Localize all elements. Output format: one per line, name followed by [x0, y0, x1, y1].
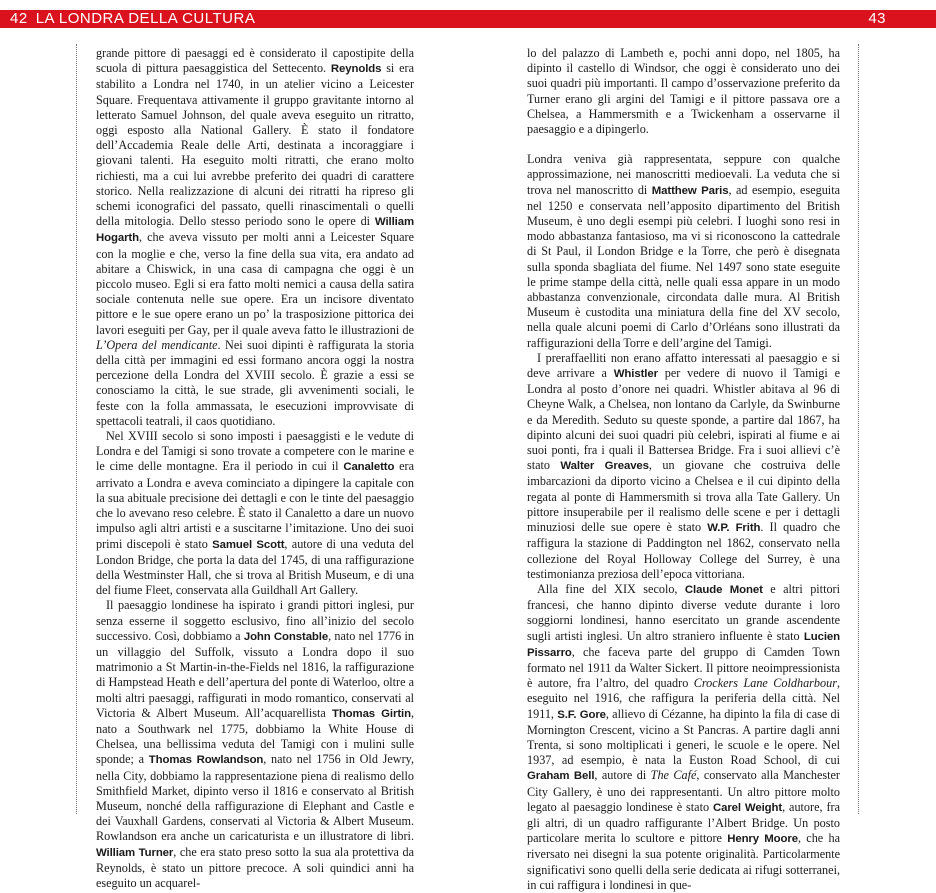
- text-run: si era stabilito a Londra nel 1740, in un atelier vicino a Leicester Square. Frequentava attivamente il gruppo gravitante intorno al letterato Samuel Johnson, del quale aveva eseguito un ritratto, oggi esposto alla National Gallery. È stato il fondatore dell’Accademia Reale delle Arti, destinata a incoraggiare i giovani talenti. Ha eseguito molti ritratti, che erano molto richiesti, ma a cui lui avrebbe preferito dei quadri di carattere storico. Nella realizzazione di alcuni dei ritratti ha ripreso gli schemi iconografici del passato, quelli rinascimentali o quelli della mitologia. Dello stesso periodo sono le opere di: [96, 61, 414, 229]
- paragraph: [527, 351, 840, 582]
- artist-name: Lucien Pissarro: [527, 630, 840, 659]
- artist-name: Reynolds: [330, 63, 382, 76]
- work-title: The Café: [650, 768, 697, 783]
- paragraph: [527, 46, 840, 137]
- text-run: , nato nel 1756 in Old Jewry, nella City, dobbiamo la rappresentazione piena di realismo dello Smithfield Market, dipinto verso il 1816 e conservato al British Museum, nonché della raffigurazione di Elephant and Castle e dei Vauxhall Gardens, conservati al Victoria & Albert Museum. Rowlandson era anche un caricaturista e un illustratore di libri.: [96, 752, 414, 844]
- text-run: , eseguito nel 1916, che raffigura la periferia della città. Nel 1911,: [527, 676, 840, 721]
- artist-name: William Hogarth: [96, 216, 414, 245]
- artist-name: S.F. Gore: [557, 708, 606, 721]
- text-run: Nel XVIII secolo si sono imposti i paesaggisti e le vedute di Londra e del Tamigi si sono trovate a competere con le marine e le cime delle montagne. Era il periodo in cui il: [96, 429, 414, 474]
- text-run: , autore di: [594, 768, 651, 783]
- text-run: , un giovane che costruiva delle imbarcazioni da diporto vicino a Chelsea e il cui dipinto della regata al ponte di Hammersmith si trova alla Tate Gallery. Un pittore insuperabile per il realismo delle scene e per i dettagli minuziosi delle sue opere è stato: [527, 458, 840, 535]
- text-run: , nato nel 1776 in un villaggio del Suffolk, vissuto a Londra dopo il suo matrimonio a St Martin-in-the-Fields nel 1816, la raffigurazione di Hampstead Heath e dell’apertura del ponte di Waterloo, oltre a molti altri paesaggi, raffigurati in modo romantico, conservati al Victoria & Albert Museum. All’acquarellista: [96, 628, 414, 720]
- text-run: , allievo di Cézanne, ha dipinto la fila di case di Mornington Crescent, vicino a St Pancras. A partire dagli anni Trenta, si sono moltiplicati i generi, le scuole e le opere. Nel 1937, ad esempio, è nata la Euston Road School, di cui: [527, 706, 840, 768]
- text-run: grande pittore di paesaggi ed è considerato il capostipite della scuola di pittura paesaggistica del Settecento.: [96, 46, 414, 76]
- left-page-column: [96, 46, 414, 891]
- paragraph: [96, 46, 414, 429]
- right-margin-rule: [858, 44, 859, 814]
- paragraph: [96, 598, 414, 891]
- artist-name: W.P. Frith: [707, 522, 761, 535]
- text-run: , autore, fra gli altri, di un quadro raffigurante l’Albert Bridge. Un posto particolare merita lo scultore e pittore: [527, 799, 840, 846]
- left-margin-rule: [76, 44, 77, 814]
- text-run: , che faceva parte del gruppo di Camden Town formato nel 1911 da Walter Sickert. Il pittore neoimpressionista è autore, fra l’altro, del quadro: [527, 644, 840, 691]
- artist-name: Thomas Rowlandson: [148, 754, 264, 767]
- artist-name: Matthew Paris: [651, 184, 729, 197]
- text-run: . Il quadro che raffigura la stazione di Paddington nel 1862, conservato nella collezione del Royal Holloway College del Surrey, è una testimonianza preziosa dell’epoca vittoriana.: [527, 520, 841, 581]
- artist-name: Samuel Scott: [212, 538, 285, 551]
- running-title: LA LONDRA DELLA CULTURA: [35, 10, 256, 27]
- text-run: , nato a Southwark nel 1775, dobbiamo la White House di Chelsea, una bellissima veduta del Tamigi con i mulini sulle sponde; a: [96, 705, 414, 767]
- text-run: , che aveva vissuto per molti anni a Leicester Square con la moglie e che, verso la fine della sua vita, era andato ad abitare a Chiswick, in una casa di campagna che oggi è un piccolo museo. Egli si era fatto molti nemici a causa della satira sociale contenuta nelle sue opere. Era un incisore diventato pittore e le sue opere erano un po’ la trasposizione pittorica dei lavori eseguiti per Gay, per il quale aveva fatto le illustrazioni de: [96, 230, 414, 337]
- work-title: Crockers Lane Coldharbour: [693, 676, 837, 691]
- text-run: Londra veniva già rappresentata, seppure con qualche approssimazione, nei manoscritti medioevali. La veduta che si trova nel manoscritto di: [527, 152, 840, 197]
- artist-name: Whistler: [613, 368, 658, 381]
- right-page-column: [527, 46, 840, 893]
- paragraph: [96, 429, 414, 598]
- artist-name: Claude Monet: [684, 583, 763, 596]
- text-run: Il paesaggio londinese ha ispirato i grandi pittori inglesi, pur senza esserne il soggetto esclusivo, fino all’inizio del secolo successivo. Così, dobbiamo a: [96, 598, 414, 643]
- text-run: era arrivato a Londra e aveva cominciato a dipingere la capitale con la sua abituale precisione dei dettagli e con le tinte del paesaggio che lo avevano reso celebre. È stato il Canaletto a dare un nuovo impulso agli altri artisti e a suscitarne l’imitazione. Uno dei suoi primi discepoli è stato: [96, 459, 414, 551]
- work-title: L’Opera del mendicante: [96, 337, 218, 352]
- artist-name: Canaletto: [343, 461, 395, 474]
- paragraph: [527, 152, 840, 351]
- artist-name: John Constable: [243, 630, 329, 643]
- right-page-number: 43: [868, 10, 886, 27]
- artist-name: Henry Moore: [727, 833, 798, 846]
- text-run: , ad esempio, eseguita nel 1250 e conservata nell’apposito dipartimento del British Museum, è uno degli esempi più celebri. I luoghi sono resi in modo abbastanza fantasioso, ma vi si riconoscono la cattedrale di St Paul, il London Bridge e la Torre, che però è disegnata sulla sponda sbagliata del fiume. Nel 1497 sono state eseguite le prime stampe della città, nelle quali essa appare in un modo abbastanza convenzionale, circondata dalle mura. Al British Museum è custodita una miniatura della fine del XV secolo, nella quale alcuni poemi di Carlo d’Orléans sono illustrati da raffigurazioni della Torre e dell’argine del Tamigi.: [527, 182, 840, 350]
- text-run: . Nei suoi dipinti è raffigurata la storia della città per immagini ed essi formano ancora oggi la nostra percezione della Londra del XVIII secolo. È grazie a essi se conosciamo la città, le sue strade, gli avvenimenti sociali, le feste con la folla ammassata, le esecuzioni improvvisate di spettacoli teatrali, il caos quotidiano.: [96, 337, 414, 428]
- text-run: , conservato alla Manchester City Gallery, è uno dei rappresentanti. Un altro pittore molto legato al paesaggio londinese è stato: [527, 768, 840, 814]
- artist-name: Walter Greaves: [560, 460, 649, 473]
- artist-name: Carel Weight: [712, 801, 783, 814]
- paragraph: [527, 582, 840, 893]
- text-run: , che era stato preso sotto la sua ala protettiva da Reynolds, è stato un pittore precoce. A soli quindici anni ha eseguito un acquarel-: [96, 844, 415, 890]
- artist-name: Graham Bell: [527, 770, 595, 783]
- left-page-number: 42: [10, 10, 28, 27]
- text-run: , autore di una veduta del London Bridge, che porta la data del 1745, di una raffigurazione della Westminster Hall, che si trova al British Museum, e di una del fiume Fleet, conservata alla Guildhall Art Gallery.: [96, 536, 414, 598]
- text-run: , che ha riversato nei disegni la sua potente originalità. Particolarmente significativi sono quelli della serie dedicata ai rifugi sotterranei, in cui raffigura i londinesi in que-: [527, 831, 840, 892]
- text-run: Alla fine del XIX secolo,: [537, 581, 685, 596]
- left-header: [10, 10, 255, 28]
- running-header: [0, 10, 936, 28]
- text-run: I preraffaelliti non erano affatto interessati al paesaggio e si deve arrivare a: [527, 350, 840, 381]
- artist-name: Thomas Girtin: [331, 707, 411, 720]
- text-run: lo del palazzo di Lambeth e, pochi anni dopo, nel 1805, ha dipinto il castello di Windsor, che oggi è considerato uno dei suoi quadri più importanti. Il campo d’osservazione preferito da Turner erano gli argini del Tamigi e il pittore passava ore a Chelsea, a Hammersmith e a Twickenham a osservarne il paesaggio e a dipingerlo.: [527, 46, 840, 137]
- text-run: e altri pittori francesi, che hanno dipinto diverse vedute durante i loro soggiorni londinesi, hanno esercitato un grande ascendente sugli artisti inglesi. Un altro straniero influente è stato: [527, 581, 840, 643]
- text-run: per vedere di nuovo il Tamigi e Londra al posto d’onore nei quadri. Whistler abitava al 96 di Cheyne Walk, a Chelsea, non lontano da Carlyle, da Swinburne e da Meredith. Seduto su queste sponde, a partire dal 1867, ha dipinto alcuni dei suoi quadri più celebri, ispirati al fiume e ai suoi ponti, fra i quali il Battersea Bridge. Fra i suoi allievi c’è stato: [527, 366, 840, 473]
- artist-name: William Turner: [96, 846, 174, 859]
